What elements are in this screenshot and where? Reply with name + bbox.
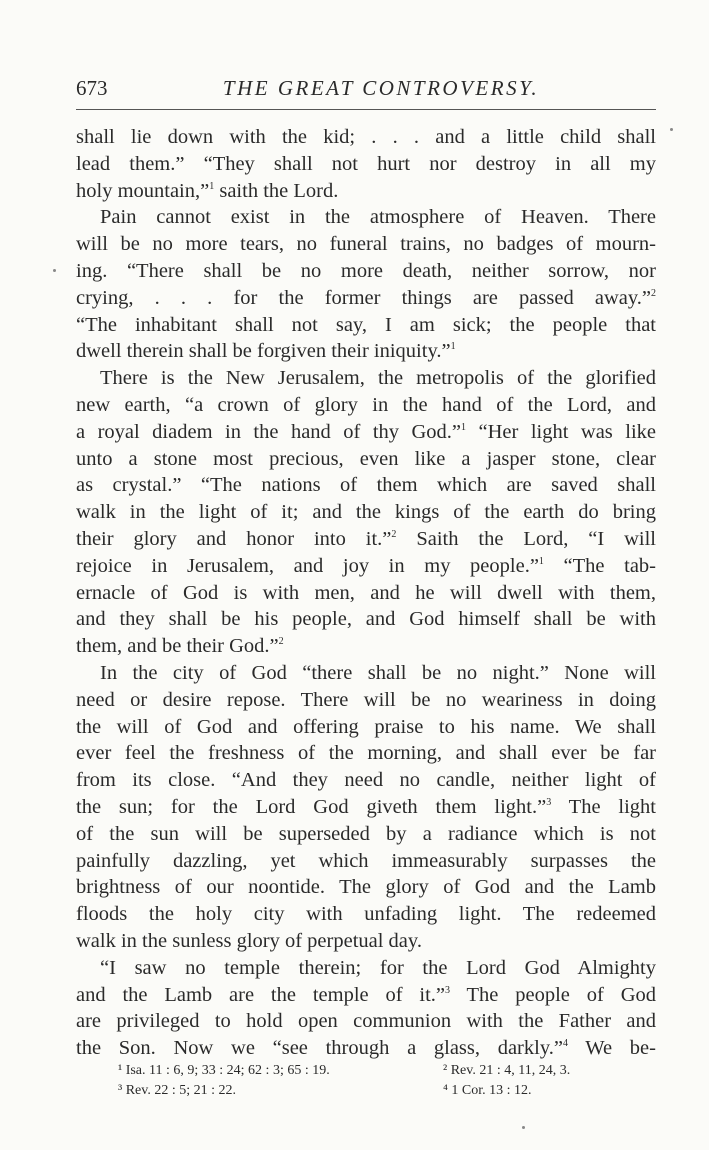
footnote-row xyxy=(118,1061,618,1081)
footnote-row xyxy=(118,1081,618,1101)
paper-speck xyxy=(53,269,56,272)
text-line: painfully dazzling, yet which immeasurably surpasses the xyxy=(76,849,656,872)
text-line: “The inhabitant shall not say, I am sick; the people that xyxy=(76,313,656,336)
text-line: brightness of our noontide. The glory of God and the Lamb xyxy=(76,876,656,899)
text-line: ever feel the freshness of the morning, and shall ever be far xyxy=(76,742,656,765)
text-line: the Son. Now we “see through a glass, darkly.”$^4$ We be- xyxy=(76,1037,656,1060)
text-line: ing. “There shall be no more death, neither sorrow, nor xyxy=(76,259,656,282)
page-header xyxy=(76,76,656,102)
footnotes xyxy=(118,1061,618,1101)
text-line: In the city of God “there shall be no night.” None will xyxy=(100,661,656,684)
text-line: floods the holy city with unfading light. The redeemed xyxy=(76,903,656,926)
text-line: will be no more tears, no funeral trains, no badges of mourn- xyxy=(76,233,656,256)
text-line: new earth, “a crown of glory in the hand of the Lord, and xyxy=(76,393,656,416)
page-number: 673 xyxy=(76,76,108,100)
text-line: “I saw no temple therein; for the Lord God Almighty xyxy=(100,956,656,979)
body-text xyxy=(76,124,656,1062)
text-line: unto a stone most precious, even like a jasper stone, clear xyxy=(76,447,656,470)
text-line: lead them.” “They shall not hurt nor destroy in all my xyxy=(76,152,656,175)
paper-speck xyxy=(522,1126,525,1129)
text-line: from its close. “And they need no candle, neither light of xyxy=(76,769,656,792)
text-line: and they shall be his people, and God himself shall be with xyxy=(76,608,656,631)
text-line: shall lie down with the kid; . . . and a little child shall xyxy=(76,126,656,148)
text-line: ernacle of God is with men, and he will dwell with them, xyxy=(76,581,656,604)
text-line: walk in the light of it; and the kings of the earth do bring xyxy=(76,501,656,524)
text-line: their glory and honor into it.”$^2$ Saith the Lord, “I will xyxy=(76,527,656,550)
footnote: ² Rev. 21 : 4, 11, 24, 3. xyxy=(443,1063,571,1078)
text-line: them, and be their God.”$^2$ xyxy=(76,635,284,658)
text-line: holy mountain,”$^1$ saith the Lord. xyxy=(76,179,339,202)
text-line: need or desire repose. There will be no weariness in doing xyxy=(76,688,656,711)
text-line: dwell therein shall be forgiven their iniquity.”$^1$ xyxy=(76,340,456,363)
text-line: are privileged to hold open communion with the Father and xyxy=(76,1010,656,1033)
text-line: rejoice in Jerusalem, and joy in my people.”$^1$ “The tab- xyxy=(76,554,656,577)
running-head: THE GREAT CONTROVERSY. xyxy=(222,76,540,100)
footnote: ⁴ 1 Cor. 13 : 12. xyxy=(443,1083,532,1098)
paper-speck xyxy=(670,128,673,131)
footnote: ¹ Isa. 11 : 6, 9; 33 : 24; 62 : 3; 65 : 19. xyxy=(118,1063,330,1078)
text-line: walk in the sunless glory of perpetual day. xyxy=(76,929,422,952)
text-line: a royal diadem in the hand of thy God.”$^1$ “Her light was like xyxy=(76,420,657,443)
text-line: as crystal.” “The nations of them which are saved shall xyxy=(76,474,656,497)
text-line: the will of God and offering praise to his name. We shall xyxy=(76,715,656,738)
text-line: and the Lamb are the temple of it.”$^3$ The people of God xyxy=(76,983,656,1006)
footnote: ³ Rev. 22 : 5; 21 : 22. xyxy=(118,1083,237,1098)
text-line: of the sun will be superseded by a radiance which is not xyxy=(76,822,656,845)
text-line: There is the New Jerusalem, the metropolis of the glorified xyxy=(100,367,656,390)
text-line: the sun; for the Lord God giveth them light.”$^3$ The light xyxy=(76,795,656,818)
text-line: crying, . . . for the former things are passed away.”$^2$ xyxy=(76,286,656,309)
text-line: Pain cannot exist in the atmosphere of Heaven. There xyxy=(100,206,656,229)
header-rule xyxy=(76,109,656,110)
